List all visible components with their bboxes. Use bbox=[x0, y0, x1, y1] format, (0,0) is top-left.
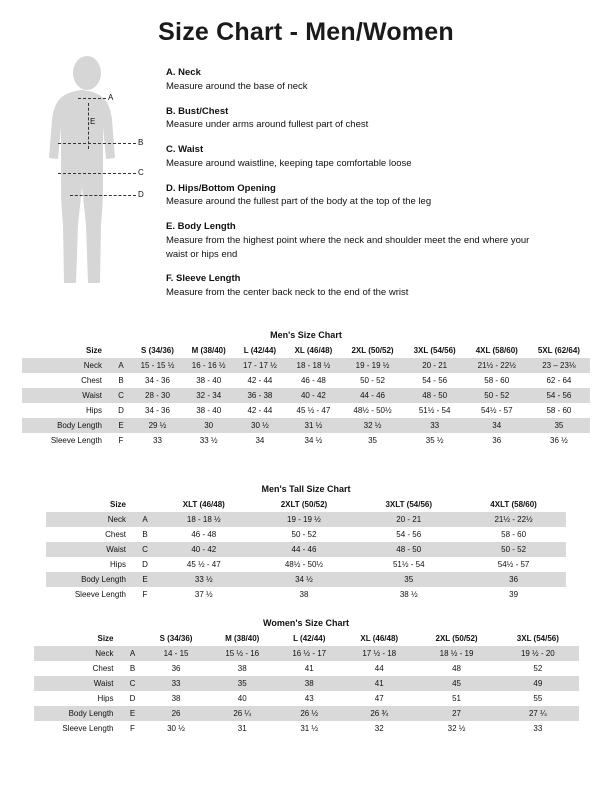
table-cell: 42 - 44 bbox=[247, 406, 273, 415]
row-code: B bbox=[118, 376, 124, 385]
mens-tall-size-chart-table bbox=[46, 497, 566, 602]
table-cell: 14 - 15 bbox=[144, 646, 209, 661]
table-cell: 36 bbox=[492, 436, 502, 445]
column-header: 4XL (58/60) bbox=[466, 343, 528, 358]
table-cell: 41 bbox=[304, 664, 314, 673]
row-label: Hips bbox=[85, 406, 102, 415]
instruction-neck-text: Measure around the base of neck bbox=[166, 80, 308, 92]
row-label: Waist bbox=[46, 542, 134, 557]
table-header-row bbox=[34, 631, 579, 646]
table-cell: 38 bbox=[276, 676, 343, 691]
figure-label-c: C bbox=[138, 168, 144, 177]
table-cell: 26 bbox=[144, 706, 209, 721]
table-cell: 33 ½ bbox=[199, 436, 218, 445]
table-cell: 48½ - 50½ bbox=[284, 560, 324, 569]
column-header: 2XLT (50/52) bbox=[252, 497, 357, 512]
table-cell: 19 - 19 ½ bbox=[252, 512, 357, 527]
table-cell: 20 - 21 bbox=[356, 512, 461, 527]
column-header: L (42/44) bbox=[276, 631, 343, 646]
column-header bbox=[122, 631, 144, 646]
row-label: Body Length bbox=[34, 706, 122, 721]
table-cell: 55 bbox=[533, 694, 543, 703]
row-code: A bbox=[122, 646, 144, 661]
table-cell: 31 bbox=[237, 724, 247, 733]
instruction-sleeve-length-text: Measure from the center back neck to the end of the wrist bbox=[166, 287, 409, 299]
table-cell: 34 - 36 bbox=[145, 376, 170, 385]
table-row bbox=[34, 706, 579, 721]
table-cell: 33 ½ bbox=[156, 572, 252, 587]
table-cell: 45 ½ - 47 bbox=[296, 406, 331, 415]
table-cell: 40 - 42 bbox=[156, 542, 252, 557]
womens-size-chart-body bbox=[34, 646, 579, 736]
table-cell: 33 bbox=[153, 436, 162, 445]
table-cell: 38 ½ bbox=[399, 590, 418, 599]
instruction-chest-text: Measure under arms around fullest part of chest bbox=[166, 119, 369, 131]
table-cell: 44 - 46 bbox=[252, 542, 357, 557]
row-code: C bbox=[134, 542, 156, 557]
row-label: Hips bbox=[97, 694, 114, 703]
table-cell: 36 bbox=[171, 664, 181, 673]
row-label: Body Length bbox=[46, 572, 134, 587]
table-cell: 51½ - 54 bbox=[418, 406, 451, 415]
table-cell: 38 - 40 bbox=[196, 376, 222, 385]
row-label: Chest bbox=[81, 376, 102, 385]
instruction-hips bbox=[166, 182, 546, 210]
table-cell: 27 bbox=[416, 706, 497, 721]
table-cell: 33 bbox=[533, 724, 543, 733]
table-cell: 15 ½ - 16 bbox=[209, 646, 276, 661]
table-cell: 26 ¾ bbox=[343, 706, 416, 721]
table-cell: 18 - 18 ½ bbox=[285, 358, 341, 373]
table-cell: 40 bbox=[237, 694, 247, 703]
table-row bbox=[22, 418, 590, 433]
row-label: Body Length bbox=[22, 418, 110, 433]
instruction-chest-title: B. Bust/Chest bbox=[166, 105, 229, 117]
table-row bbox=[22, 388, 590, 403]
mens-tall-size-chart-head bbox=[46, 497, 566, 512]
table-cell: 35 bbox=[356, 572, 461, 587]
table-row bbox=[46, 587, 566, 602]
table-cell: 38 - 40 bbox=[196, 406, 222, 415]
table-cell: 58 - 60 bbox=[501, 530, 527, 539]
instruction-waist-title: C. Waist bbox=[166, 144, 204, 156]
table-cell: 54 - 56 bbox=[528, 388, 590, 403]
table-row bbox=[22, 433, 590, 448]
instruction-hips-title: D. Hips/Bottom Opening bbox=[166, 182, 276, 194]
womens-size-chart bbox=[22, 618, 590, 736]
table-cell: 54 - 56 bbox=[396, 530, 422, 539]
table-cell: 26 ¼ bbox=[209, 706, 276, 721]
row-code: F bbox=[142, 590, 148, 599]
row-code: D bbox=[118, 406, 124, 415]
table-cell: 30 ½ bbox=[234, 418, 285, 433]
column-header: 2XL (50/52) bbox=[416, 631, 497, 646]
table-row bbox=[34, 676, 579, 691]
row-label: Waist bbox=[34, 676, 122, 691]
hips-dash-line bbox=[70, 195, 136, 196]
neck-dash-line bbox=[78, 98, 106, 99]
row-code: A bbox=[110, 358, 132, 373]
womens-size-chart-head bbox=[34, 631, 579, 646]
row-label: Chest bbox=[92, 664, 114, 673]
mens-size-chart-body bbox=[22, 358, 590, 448]
mens-tall-size-chart-body bbox=[46, 512, 566, 602]
table-cell: 36 bbox=[461, 572, 566, 587]
column-header: 3XL (54/56) bbox=[497, 631, 578, 646]
row-code: B bbox=[129, 664, 136, 673]
table-cell: 35 bbox=[368, 436, 377, 445]
table-cell: 41 bbox=[343, 676, 416, 691]
table-cell: 36 - 38 bbox=[234, 388, 285, 403]
table-header-row bbox=[22, 343, 590, 358]
row-code: A bbox=[134, 512, 156, 527]
table-row bbox=[34, 721, 579, 736]
table-cell: 58 - 60 bbox=[546, 406, 572, 415]
table-cell: 46 - 48 bbox=[300, 376, 326, 385]
instruction-body-length bbox=[166, 220, 546, 261]
instruction-waist-text: Measure around waistline, keeping tape comfortable loose bbox=[166, 157, 412, 169]
table-cell: 20 - 21 bbox=[404, 358, 466, 373]
column-header: M (38/40) bbox=[209, 631, 276, 646]
table-cell: 36 ½ bbox=[550, 436, 568, 445]
table-row bbox=[22, 373, 590, 388]
instruction-waist bbox=[166, 143, 546, 171]
table-cell: 32 bbox=[374, 724, 384, 733]
row-code: E bbox=[110, 418, 132, 433]
table-cell: 28 - 30 bbox=[132, 388, 183, 403]
table-cell: 31 ½ bbox=[300, 724, 319, 733]
table-cell: 26 ½ bbox=[276, 706, 343, 721]
table-cell: 34 - 36 bbox=[145, 406, 170, 415]
table-cell: 19 ½ - 20 bbox=[497, 646, 578, 661]
table-cell: 19 - 19 ½ bbox=[341, 358, 403, 373]
row-code: C bbox=[122, 676, 144, 691]
table-cell: 32 ½ bbox=[341, 418, 403, 433]
table-cell: 31 ½ bbox=[285, 418, 341, 433]
table-cell: 42 - 44 bbox=[247, 376, 273, 385]
table-cell: 35 bbox=[528, 418, 590, 433]
table-cell: 44 - 46 bbox=[341, 388, 403, 403]
table-cell: 35 ½ bbox=[425, 436, 444, 445]
table-cell: 45 ½ - 47 bbox=[186, 560, 221, 569]
table-cell: 40 - 42 bbox=[285, 388, 341, 403]
row-label: Hips bbox=[109, 560, 126, 569]
column-header: 4XLT (58/60) bbox=[461, 497, 566, 512]
table-cell: 34 bbox=[466, 418, 528, 433]
table-header-row bbox=[46, 497, 566, 512]
table-cell: 34 ½ bbox=[252, 572, 357, 587]
column-header: 2XL (50/52) bbox=[341, 343, 403, 358]
table-cell: 18 ½ - 19 bbox=[416, 646, 497, 661]
row-code: C bbox=[110, 388, 132, 403]
table-row bbox=[46, 572, 566, 587]
table-row bbox=[46, 557, 566, 572]
table-cell: 49 bbox=[497, 676, 578, 691]
row-label: Sleeve Length bbox=[50, 436, 102, 445]
table-cell: 48 - 50 bbox=[404, 388, 466, 403]
row-label: Waist bbox=[22, 388, 110, 403]
table-cell: 39 bbox=[509, 590, 519, 599]
table-cell: 62 - 64 bbox=[546, 376, 572, 385]
table-row bbox=[46, 542, 566, 557]
table-row bbox=[34, 646, 579, 661]
column-header: Size bbox=[34, 631, 122, 646]
row-code: E bbox=[134, 572, 156, 587]
figure-label-e: E bbox=[90, 117, 96, 126]
table-row bbox=[46, 512, 566, 527]
column-header: S (34/36) bbox=[132, 343, 183, 358]
column-header bbox=[110, 343, 132, 358]
table-cell: 43 bbox=[304, 694, 314, 703]
mens-size-chart-table bbox=[22, 343, 590, 448]
table-cell: 30 bbox=[183, 418, 235, 433]
table-cell: 46 - 48 bbox=[191, 530, 217, 539]
table-cell: 32 ½ bbox=[447, 724, 466, 733]
table-cell: 32 - 34 bbox=[183, 388, 235, 403]
table-cell: 21½ - 22½ bbox=[461, 512, 566, 527]
instruction-sleeve-length-title: F. Sleeve Length bbox=[166, 273, 241, 285]
row-label: Neck bbox=[34, 646, 122, 661]
table-cell: 38 bbox=[299, 590, 309, 599]
figure-label-b: B bbox=[138, 138, 144, 147]
table-cell: 50 - 52 bbox=[466, 388, 528, 403]
table-cell: 27 ¼ bbox=[497, 706, 578, 721]
column-header: XLT (46/48) bbox=[156, 497, 252, 512]
figure-label-a: A bbox=[108, 93, 114, 102]
table-cell: 17 - 17 ½ bbox=[234, 358, 285, 373]
table-cell: 54½ - 57 bbox=[497, 560, 530, 569]
table-cell: 38 bbox=[237, 664, 247, 673]
row-code: D bbox=[142, 560, 148, 569]
column-header: 3XL (54/56) bbox=[404, 343, 466, 358]
row-label: Neck bbox=[46, 512, 134, 527]
table-cell: 34 ½ bbox=[304, 436, 323, 445]
row-label: Chest bbox=[105, 530, 126, 539]
instruction-neck-title: A. Neck bbox=[166, 67, 201, 78]
instruction-sleeve-length bbox=[166, 272, 546, 300]
table-cell: 35 bbox=[209, 676, 276, 691]
table-cell: 58 - 60 bbox=[484, 376, 510, 385]
table-cell: 30 ½ bbox=[167, 724, 185, 733]
mens-tall-size-chart bbox=[22, 484, 590, 602]
table-cell: 37 ½ bbox=[194, 590, 213, 599]
measurement-instructions bbox=[166, 66, 546, 311]
row-code: B bbox=[142, 530, 148, 539]
mens-size-chart-title: Men's Size Chart bbox=[270, 330, 342, 340]
table-cell: 50 - 52 bbox=[461, 542, 566, 557]
table-cell: 51 bbox=[452, 694, 462, 703]
chest-dash-line bbox=[58, 143, 136, 144]
table-cell: 16 - 16 ½ bbox=[183, 358, 235, 373]
table-cell: 21½ - 22½ bbox=[466, 358, 528, 373]
table-cell: 33 bbox=[144, 676, 209, 691]
table-cell: 17 ½ - 18 bbox=[343, 646, 416, 661]
table-cell: 44 bbox=[374, 664, 384, 673]
table-cell: 52 bbox=[533, 664, 543, 673]
column-header: XL (46/48) bbox=[285, 343, 341, 358]
waist-dash-line bbox=[58, 173, 136, 174]
instruction-chest bbox=[166, 105, 546, 133]
mens-size-chart-head bbox=[22, 343, 590, 358]
table-cell: 48 - 50 bbox=[356, 542, 461, 557]
table-cell: 34 bbox=[255, 436, 265, 445]
table-cell: 29 ½ bbox=[132, 418, 183, 433]
column-header bbox=[134, 497, 156, 512]
column-header: L (42/44) bbox=[234, 343, 285, 358]
instruction-hips-text: Measure around the fullest part of the body at the top of the leg bbox=[166, 196, 432, 208]
row-label: Sleeve Length bbox=[62, 724, 114, 733]
table-row bbox=[22, 403, 590, 418]
table-cell: 48 bbox=[452, 664, 462, 673]
mens-size-chart bbox=[22, 330, 590, 448]
page-title: Size Chart - Men/Women bbox=[158, 18, 454, 46]
figure-label-d: D bbox=[138, 190, 144, 199]
column-header: 3XLT (54/56) bbox=[356, 497, 461, 512]
row-code: E bbox=[122, 706, 144, 721]
table-cell: 48½ - 50½ bbox=[353, 406, 392, 415]
table-cell: 23 – 23⅛ bbox=[528, 358, 590, 373]
column-header: 5XL (62/64) bbox=[528, 343, 590, 358]
table-cell: 38 bbox=[171, 694, 181, 703]
table-cell: 16 ½ - 17 bbox=[276, 646, 343, 661]
table-row bbox=[22, 358, 590, 373]
column-header: XL (46/48) bbox=[343, 631, 416, 646]
table-row bbox=[34, 661, 579, 676]
instruction-body-length-text: Measure from the highest point where the neck and shoulder meet the end where your waist or hips end bbox=[166, 234, 530, 260]
table-cell: 54 - 56 bbox=[422, 376, 448, 385]
table-cell: 45 bbox=[416, 676, 497, 691]
row-code: D bbox=[129, 694, 136, 703]
column-header: Size bbox=[46, 497, 134, 512]
table-cell: 54½ - 57 bbox=[480, 406, 513, 415]
row-label: Sleeve Length bbox=[74, 590, 126, 599]
column-header: Size bbox=[22, 343, 110, 358]
instruction-body-length-title: E. Body Length bbox=[166, 221, 236, 233]
column-header: S (34/36) bbox=[144, 631, 209, 646]
womens-size-chart-title: Women's Size Chart bbox=[263, 618, 349, 628]
table-cell: 33 bbox=[404, 418, 466, 433]
body-figure bbox=[30, 55, 160, 325]
table-cell: 15 - 15 ½ bbox=[132, 358, 183, 373]
table-cell: 50 - 52 bbox=[291, 530, 317, 539]
row-code: F bbox=[130, 724, 135, 733]
womens-size-chart-table bbox=[34, 631, 579, 736]
row-label: Neck bbox=[22, 358, 110, 373]
table-cell: 51½ - 54 bbox=[392, 560, 425, 569]
column-header: M (38/40) bbox=[183, 343, 235, 358]
table-cell: 50 - 52 bbox=[360, 376, 385, 385]
row-code: F bbox=[118, 436, 124, 445]
mens-tall-size-chart-title: Men's Tall Size Chart bbox=[261, 484, 351, 494]
table-cell: 18 - 18 ½ bbox=[156, 512, 252, 527]
instruction-neck bbox=[166, 66, 546, 94]
table-row bbox=[46, 527, 566, 542]
table-row bbox=[34, 691, 579, 706]
table-cell: 47 bbox=[374, 694, 384, 703]
